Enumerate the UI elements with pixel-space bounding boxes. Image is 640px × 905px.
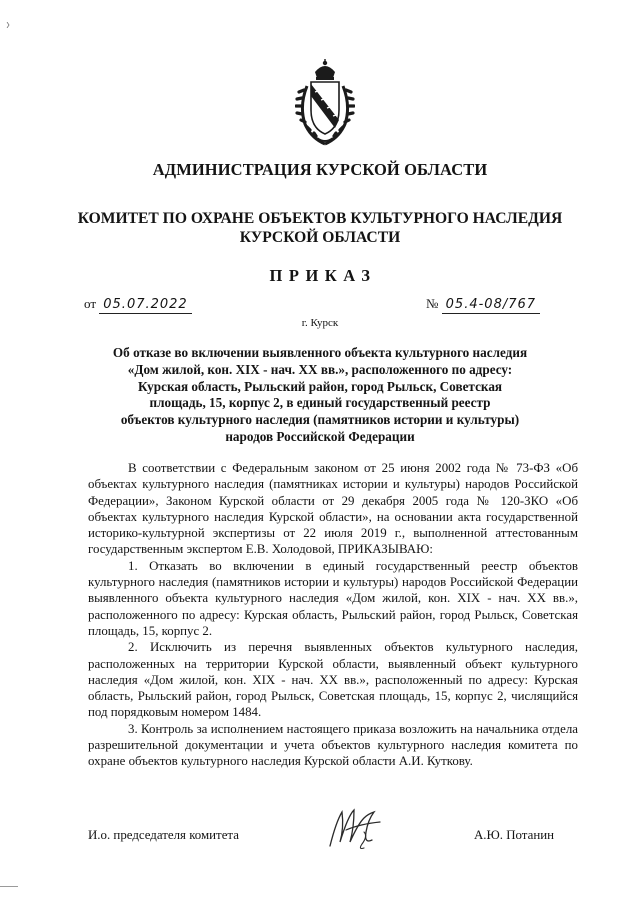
order-date [84, 296, 192, 312]
number-prefix: № [426, 296, 439, 311]
scan-edge-mark [0, 886, 18, 887]
date-prefix: от [84, 296, 97, 311]
corner-mark [6, 22, 10, 28]
date-value: 05.07.2022 [99, 297, 191, 314]
clause-2-paragraph: 2. Исключить из перечня выявленных объектов культурного наследия, расположенных на территории Курской области, выявленный объект культурного наследия «Дом жилой, кон. XIX - нач. XX вв.», расположенный по адресу: Курская область, Рыльский район, город Рыльск, Советская площадь, 15, корпус 2, числящийся под порядковым номером 1484. [88, 640, 578, 720]
clause-1-paragraph: 1. Отказать во включении в единый государственный реестр объектов культурного наследия (памятников истории и культуры) народов Российской Федерации выявленного объекта культурного наследия «Дом жилой, кон. XIX - нач. XX вв.», расположенного по адресу: Курская область, Рыльский район, город Рыльск, Советская площадь, 15, корпус 2. [88, 558, 578, 638]
title-line: народов Российской Федерации [225, 428, 415, 444]
order-title [60, 345, 580, 446]
title-line: площадь, 15, корпус 2, в единый государственный реестр [149, 395, 491, 411]
title-line: Об отказе во включении выявленного объекта культурного наследия [112, 345, 528, 360]
title-line: Курская область, Рыльский район, город Рыльск, Советская [137, 378, 503, 394]
order-number [426, 296, 540, 312]
signatory-role: И.о. председателя комитета [88, 828, 239, 842]
number-value: 05.4-08/767 [442, 297, 540, 314]
committee-title-line-1: КОМИТЕТ ПО ОХРАНЕ ОБЪЕКТОВ КУЛЬТУРНОГО НАСЛЕДИЯ [77, 210, 563, 227]
coat-of-arms-icon [295, 58, 355, 146]
title-line: объектов культурного наследия (памятников истории и культуры) [120, 412, 520, 428]
administration-title: АДМИНИСТРАЦИЯ КУРСКОЙ ОБЛАСТИ [152, 160, 488, 179]
title-line: «Дом жилой, кон. XIX - нач. XX вв.», расположенного по адресу: [127, 361, 513, 377]
document-type: ПРИКАЗ [269, 266, 377, 285]
order-body [88, 460, 578, 770]
clause-3-paragraph: 3. Контроль за исполнением настоящего приказа возложить на начальника отдела разрешительной документации и учета объектов культурного наследия комитета по охране объектов культурного наследия Курской области А.И. Куткову. [88, 721, 578, 769]
preamble-paragraph: В соответствии с Федеральным законом от 25 июня 2002 года № 73-ФЗ «Об объектах культурного наследия (памятниках истории и культуры) народов Российской Федерации», Законом Курской области от 29 декабря 2005 года № 120-ЗКО «Об объектах культурного наследия Курской области», на основании акта государственной историко-культурной экспертизы от 22 июля 2019 г., выполненной аттестованным государственным экспертом Е.В. Холодовой, ПРИКАЗЫВАЮ: [88, 461, 578, 557]
city-line: г. Курск [301, 317, 339, 329]
signatory-name: А.Ю. Потанин [474, 828, 555, 842]
committee-title-line-2: КУРСКОЙ ОБЛАСТИ [239, 229, 401, 246]
committee-title [0, 209, 640, 247]
signature-icon [324, 802, 386, 854]
